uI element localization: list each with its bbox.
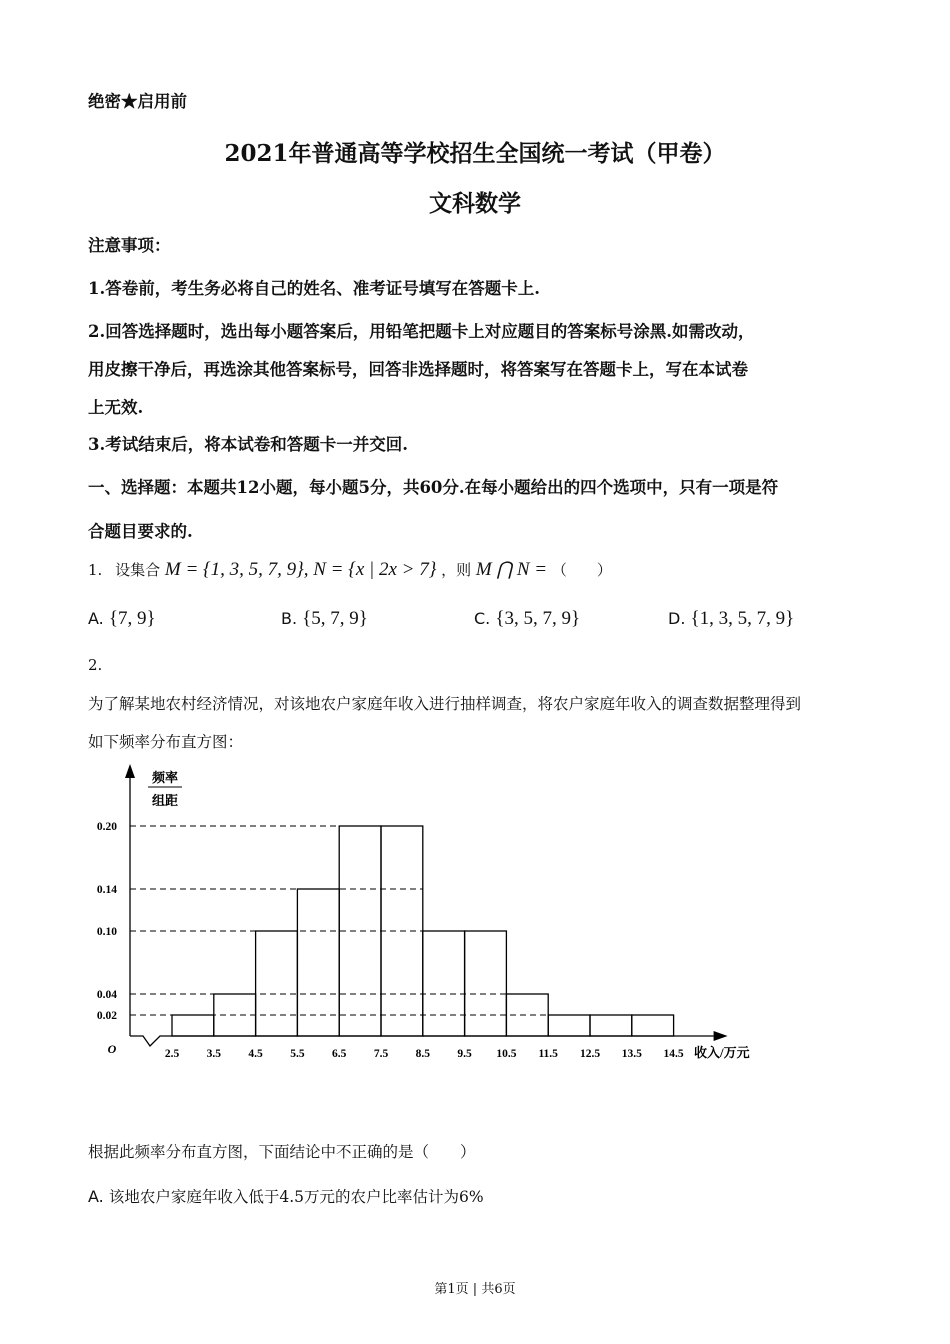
x-tick-label: 13.5 [621, 1048, 642, 1060]
x-tick-label: 11.5 [538, 1048, 558, 1060]
exam-title: 2021年普通高等学校招生全国统一考试（甲卷） [224, 140, 726, 167]
histogram-bar [381, 826, 423, 1036]
histogram-bar [256, 931, 298, 1036]
set-expression: M ⋂ N = [475, 559, 548, 580]
histogram-bar [506, 994, 548, 1036]
q2-option-a[interactable] [88, 1185, 484, 1207]
option-letter: D. [668, 609, 686, 628]
option-letter: A. [88, 1187, 104, 1206]
y-tick-label: 0.02 [96, 1010, 117, 1022]
y-tick-label: 0.10 [96, 926, 117, 938]
note-2-line1: 2.回答选择题时，选出每小题答案后，用铅笔把题卡上对应题目的答案标号涂黑.如需改动， [88, 322, 755, 341]
histogram-bar [548, 1015, 590, 1036]
x-tick-label: 14.5 [663, 1048, 684, 1060]
section-1-instructions-line2: 合题目要求的. [88, 522, 193, 541]
x-tick-label: 5.5 [290, 1048, 305, 1060]
exam-subtitle: 文科数学 [429, 190, 521, 217]
x-tick-label: 12.5 [579, 1048, 601, 1060]
histogram-bar [590, 1015, 632, 1036]
answer-paren: （ ） [551, 561, 612, 579]
question-2-intro-line2: 如下频率分布直方图： [88, 733, 244, 751]
option-text: {7, 9} [108, 608, 156, 629]
x-axis-label: 收入/万元 [694, 1045, 750, 1060]
note-1: 1.答卷前，考生务必将自己的姓名、准考证号填写在答题卡上. [88, 279, 540, 298]
origin-label: O [107, 1042, 117, 1056]
y-tick-label: 0.20 [96, 821, 117, 833]
note-3: 3.考试结束后，将本试卷和答题卡一并交回. [88, 435, 408, 454]
option-text: {5, 7, 9} [302, 608, 368, 629]
option-letter: C. [474, 609, 491, 628]
x-tick-label: 3.5 [206, 1048, 221, 1060]
x-tick-label: 4.5 [248, 1048, 263, 1060]
y-tick-label: 0.14 [96, 884, 117, 896]
option-text: 该地农户家庭年收入低于4.5万元的农户比率估计为6% [108, 1188, 484, 1206]
y-tick-label: 0.04 [96, 989, 117, 1001]
section-1-instructions-line1: 一、选择题：本题共12小题，每小题5分，共60分.在每小题给出的四个选项中，只有一项是符 [88, 478, 779, 497]
option-letter: B. [281, 609, 298, 628]
histogram-bar [632, 1015, 674, 1036]
notes-heading: 注意事项： [88, 236, 171, 255]
question-number: 1. [88, 561, 103, 579]
option-text: {3, 5, 7, 9} [495, 608, 581, 629]
x-tick-label: 2.5 [164, 1048, 180, 1060]
y-label-bottom: 组距 [151, 793, 179, 808]
x-axis-arrow [714, 1031, 728, 1041]
histogram-bar [423, 931, 465, 1036]
x-tick-label: 8.5 [415, 1048, 430, 1060]
histogram-bar [297, 889, 339, 1036]
histogram-bar [172, 1015, 214, 1036]
histogram-bar [214, 994, 256, 1036]
question-2-intro-line1: 为了解某地农村经济情况，对该地农户家庭年收入进行抽样调查，将农户家庭年收入的调查数据整理得到 [88, 695, 802, 713]
set-definition: M = {1, 3, 5, 7, 9}, N = {x | 2x > 7} [164, 559, 437, 580]
x-tick-label: 10.5 [496, 1048, 517, 1060]
note-2-line3: 上无效. [88, 398, 144, 417]
x-axis [130, 1036, 714, 1046]
page-footer: 第1页 | 共6页 [434, 1282, 516, 1297]
x-tick-label: 9.5 [457, 1048, 472, 1060]
secret-mark: 绝密★启用前 [88, 92, 187, 111]
question-2-prompt: 根据此频率分布直方图，下面结论中不正确的是（ ） [88, 1143, 476, 1161]
y-axis-arrow [125, 764, 135, 778]
note-2-line2: 用皮擦干净后，再选涂其他答案标号，回答非选择题时，将答案写在答题卡上，写在本试卷 [88, 360, 748, 379]
x-tick-label: 6.5 [332, 1048, 347, 1060]
histogram-bar [339, 826, 381, 1036]
option-letter: A. [88, 609, 104, 628]
y-label-top: 频率 [151, 770, 179, 785]
x-tick-label: 7.5 [373, 1048, 389, 1060]
option-text: {1, 3, 5, 7, 9} [690, 608, 795, 629]
question-separator: ，则 [441, 561, 472, 579]
question-2-number: 2. [88, 656, 103, 674]
question-lead: 设集合 [115, 561, 161, 579]
histogram-bar [465, 931, 507, 1036]
